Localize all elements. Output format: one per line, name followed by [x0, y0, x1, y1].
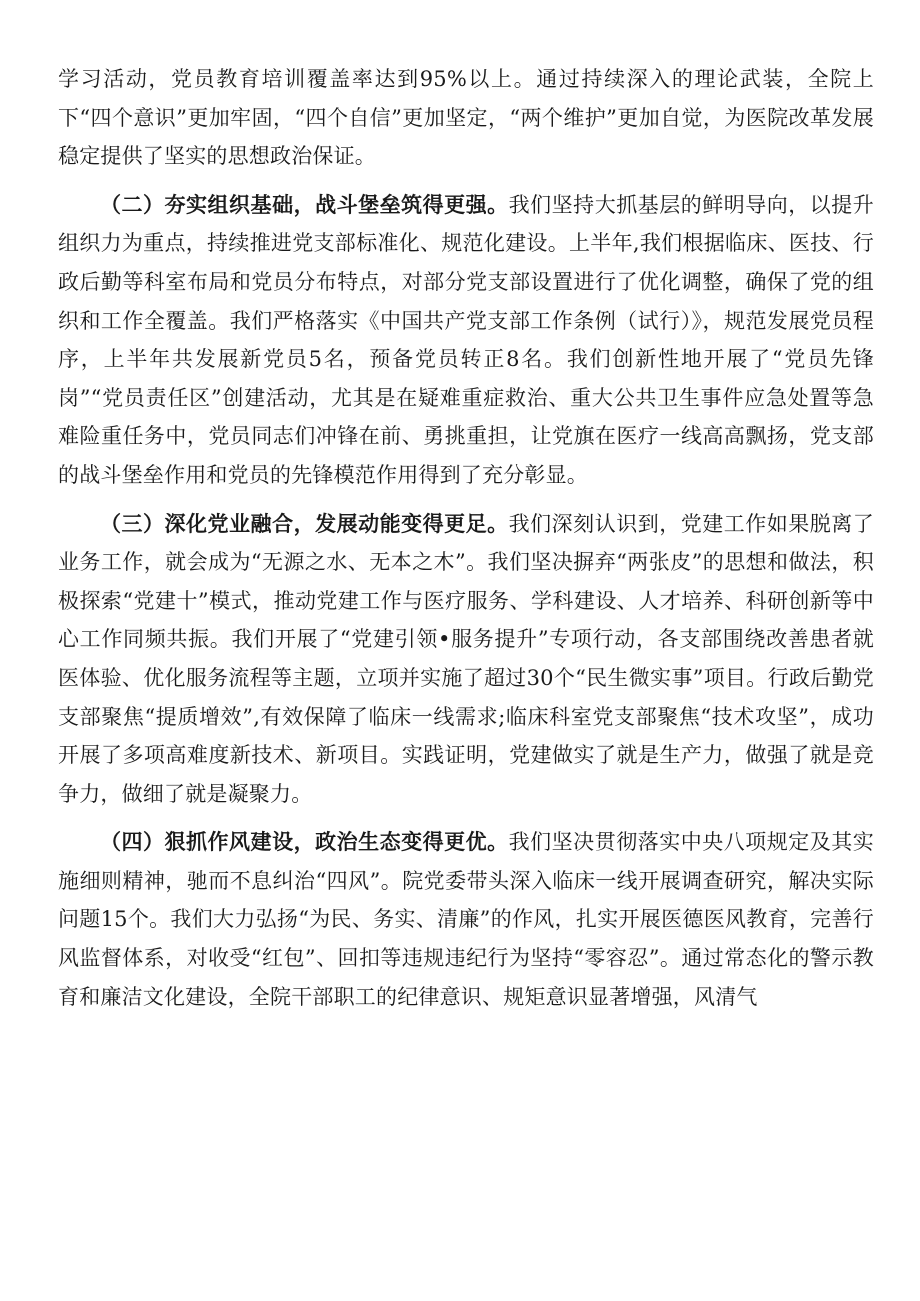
paragraph-organization: [58, 186, 874, 495]
section-heading-conduct: （四）狠抓作风建设，政治生态变得更优。: [100, 829, 509, 855]
paragraph-conduct: [58, 823, 874, 1016]
paragraph-text: 学习活动，党员教育培训覆盖率达到95%以上。通过持续深入的理论武装，全院上下“四个意识”更加牢固，“四个自信”更加坚定，“两个维护”更加自觉，为医院改革发展稳定提供了坚实的思想政治保证。: [58, 67, 874, 169]
section-heading-integration: （三）深化党业融合，发展动能变得更足。: [100, 510, 509, 536]
paragraph-text: 我们坚决贯彻落实中央八项规定及其实施细则精神，驰而不息纠治“四风”。院党委带头深入临床一线开展调查研究，解决实际问题15个。我们大力弘扬“为民、务实、清廉”的作风，扎实开展医德医风教育，完善行风监督体系，对收受“红包”、回扣等违规违纪行为坚持“零容忍”。通过常态化的警示教育和廉洁文化建设，全院干部职工的纪律意识、规矩意识显著增强，风清气: [58, 830, 874, 1009]
paragraph-text: 我们坚持大抓基层的鲜明导向，以提升组织力为重点，持续推进党支部标准化、规范化建设。上半年,我们根据临床、医技、行政后勤等科室布局和党员分布特点，对部分党支部设置进行了优化调整，确保了党的组织和工作全覆盖。我们严格落实《中国共产党支部工作条例（试行）》，规范发展党员程序，上半年共发展新党员5名，预备党员转正8名。我们创新性地开展了“党员先锋岗”“党员责任区”创建活动，尤其是在疑难重症救治、重大公共卫生事件应急处置等急难险重任务中，党员同志们冲锋在前、勇挑重担，让党旗在医疗一线高高飘扬，党支部的战斗堡垒作用和党员的先锋模范作用得到了充分彰显。: [58, 192, 874, 487]
section-heading-organization: （二）夯实组织基础，战斗堡垒筑得更强。: [100, 191, 509, 217]
paragraph-integration: [58, 505, 874, 814]
paragraph-theory-study: [58, 60, 874, 176]
document-body: [58, 60, 874, 1026]
paragraph-text: 我们深刻认识到，党建工作如果脱离了业务工作，就会成为“无源之水、无本之木”。我们坚决摒弃“两张皮”的思想和做法，积极探索“党建十”模式，推动党建工作与医疗服务、学科建设、人才培养、科研创新等中心工作同频共振。我们开展了“党建引领•服务提升”专项行动，各支部围绕改善患者就医体验、优化服务流程等主题，立项并实施了超过30个“民生微实事”项目。行政后勤党支部聚焦“提质增效”,有效保障了临床一线需求;临床科室党支部聚焦“技术攻坚”，成功开展了多项高难度新技术、新项目。实践证明，党建做实了就是生产力，做强了就是竞争力，做细了就是凝聚力。: [58, 511, 874, 806]
